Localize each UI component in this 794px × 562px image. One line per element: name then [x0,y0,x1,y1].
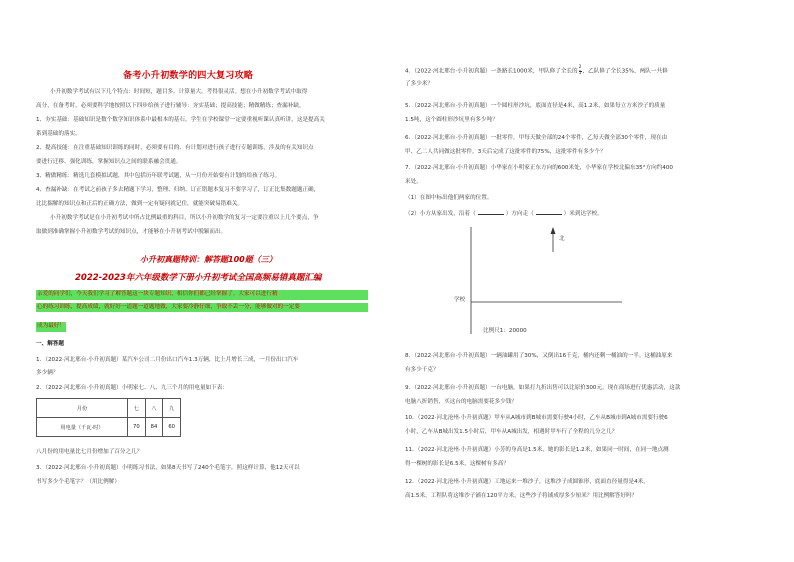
north-label: 北 [559,236,565,242]
intro-line: 高分，在备考时，必须要科学地按照以下四步给孩子进行辅导：夯实基础；提高技能；精做精练；查漏补缺。 [36,103,305,109]
notice-line: 心的练习训练，提高成绩，就好好一道题一道题地做，大家要冷静仔细，争取不丢一分，能够做对的一定要 [36,303,368,313]
intro-line: 小升初数学考试有以下几个特点：时间短，题目多，计算量大，考得很灵活。想在小升初数学考试中取得 [50,89,308,95]
question-line: （1）在图中标出他们两家的位置。 [405,195,493,201]
question-line: 书写多少个毛笔字？（用比例解） [36,479,120,485]
question-line: 12．（2022·河北沧州·小升初真题）工地运来一堆沙子，这堆沙子成圆锥形，底面直径量得是4米， [405,479,649,485]
question-line: 3．（2022·河北邢台·小升初真题）小明练习书法，如果8天书写了240个毛笔字，照这样计算，他12天可以 [36,465,300,471]
paragraph-line: 系到基础的落实。 [36,131,81,137]
paragraph-line: 取做到准确掌握小升初数学考试的知识点，才能够在小升初考试中脱颖而出。 [36,229,227,235]
table-row [37,418,181,437]
doc-title: 备考小升初数学的四大复习攻略 [123,71,254,81]
fraction-denominator: 5 [578,70,582,76]
question-line: 甲、乙二人共同做这批零件，3天后完成了这批零件的75%，这批零件有多少个？ [405,149,606,155]
table-cell: 用电量（千瓦·时） [37,418,128,437]
main-title: 2022-2023年六年级数学下册小升初考试全国高频易错真题汇编 [75,273,322,283]
map-diagram [437,222,627,342]
answer-blank[interactable] [478,208,504,215]
question-line: 小时，乙车从B城出发1.5小时后，甲车从A城出发，相遇时甲车行了全程的几分之几？ [405,429,618,435]
paragraph-line: 3、精做精练：精选几套模拟试题，其中包括历年联考试题，从一月份开始要有计划的给孩子练习。 [36,173,281,179]
table-cell: 九 [163,399,181,418]
paragraph-line: 小升初数学考试是在小升初考试中所占比例最重的科目，所以小升初数学的复习一定要注重以上几个要点，争 [50,215,319,221]
paragraph-line: 比比揣解的知识点和正后的正确方法，做到一定有疑问就记住，就能突破易错难关。 [36,201,243,207]
question-text: 4．（2022·河北邢台·小升初真题）一条路长1000米，甲队修了全长的 [405,68,578,75]
question-line: 电脑八折销售，买这台的电脑需要花多少钱？ [405,399,517,405]
question-line: 2．（2022·河北邢台·小升初真题）小明家七、八、九三个月的用电量如下表： [36,385,228,391]
subtitle: 小升初真题特训：解答题100题（三） [140,255,277,264]
question-line: 8．（2022·河北邢台·小升初真题）一辆油罐用了30%，又倒出16千克，桶内还剩一桶油的一半。这桶油原来 [405,353,673,359]
question-line: 高1.5米，工程队将这堆沙子铺在120平方米，这些沙子将铺成厚多少厘米？用比例解答好吗？ [405,493,638,499]
question-line: 7．（2022·河北邢台·小升初真题）小华家在小明家正东方向的600米处，小华家在学校北偏东35°方向约400 [405,165,673,171]
question-line: 八月份的用电量比七月份增加了百分之几？ [36,449,143,455]
scale-label: 比例尺1：20000 [483,328,527,334]
table-cell: 84 [145,418,163,437]
answer-blank[interactable] [536,208,562,215]
question-text: ）米到达学校。 [563,211,603,217]
paragraph-line: 2、提高技能：在注重基础知识训练的同时，必须要有目的、有计划对进行孩子进行专题训练，涉及的有关知识点 [36,145,314,151]
paragraph-line: 1、夯实基础：基础知识是数个数学知识体系中最根本的基石。学生在学校课堂一定要重视听课认真听讲，这是提高关 [36,117,325,123]
section-label: 一、解答题 [36,341,64,347]
notice-box [36,290,366,332]
notice-line: 亲爱的同学们，今天我们学习了解答题这一块专题知识，相信你们都已经掌握了。大家可以进行精 [36,290,368,300]
question-text: （2）小方从家出发，沿着（ [405,211,476,217]
paragraph-line: 要进行迁移、强化训练，掌握知识点之间的联系融会贯通。 [36,159,182,165]
question-line: 多少辆？ [36,370,59,376]
notice-line: 成为最好！ [36,322,66,332]
table-cell: 七 [128,399,146,418]
question-text: ，乙队修了全长35%，两队一共修 [582,68,668,75]
paragraph-line: 4、查漏补缺：在考试之前孩子多去精题下学习，整理、归纳、订正错题本复习不要学习了，订正比集数题题正确， [36,187,320,193]
question-line: 1．（2022·河北邢台·小升初真题）某汽车公司二月份出口汽车1.3万辆，比上月增长三成，一月份出口汽车 [36,357,299,363]
north-arrowhead-icon [551,227,556,234]
fraction-numerator: 2 [578,65,582,70]
question-line: 得一棵树的影长是6.5米，这棵树有多高？ [405,461,509,467]
usage-table [36,398,181,437]
question-line: 了多少米？ [405,81,433,87]
question-line: 10．（2022·河北沧州·小升初真题）甲车从A城市到B城市需要行驶4小时，乙车从B城市到A城市需要行驶6 [405,415,668,421]
right-page [397,0,794,562]
question-line: 1.5吨，这个圆柱形沙坑里有多少吨？ [405,117,498,123]
table-row [37,399,181,418]
fraction [579,66,582,76]
question-text: ）方向走（ [505,211,534,217]
question-line: 有多少千克？ [405,367,439,373]
question-line [405,66,668,76]
table-cell: 70 [128,418,146,437]
table-cell: 八 [145,399,163,418]
table-cell: 60 [163,418,181,437]
question-line: 11．（2022·河北沧州·小升初真题）小芳的身高是1.5米，她的影长是1.2米，如果同一时间，在同一地点测 [405,447,669,453]
question-line: 6．（2022·河北邢台·小升初真题）一批零件，甲每天做全部的24个零件，乙每天做全部30个零件，现在由 [405,135,668,141]
question-line: 米处。 [405,179,422,185]
question-line: 9．（2022·河北邢台·小升初真题）一台电脑，如果打九折出售可以比原价300元。现在商场进行优惠活动，这款 [405,385,681,391]
school-label: 学校 [454,297,466,303]
question-line: 5．（2022·河北邢台·小升初真题）一个圆柱形沙坑，底面直径是4米，高1.2米，如果每立方米沙子的质量 [405,103,666,109]
table-cell: 月份 [37,399,128,418]
question-line [405,208,603,218]
